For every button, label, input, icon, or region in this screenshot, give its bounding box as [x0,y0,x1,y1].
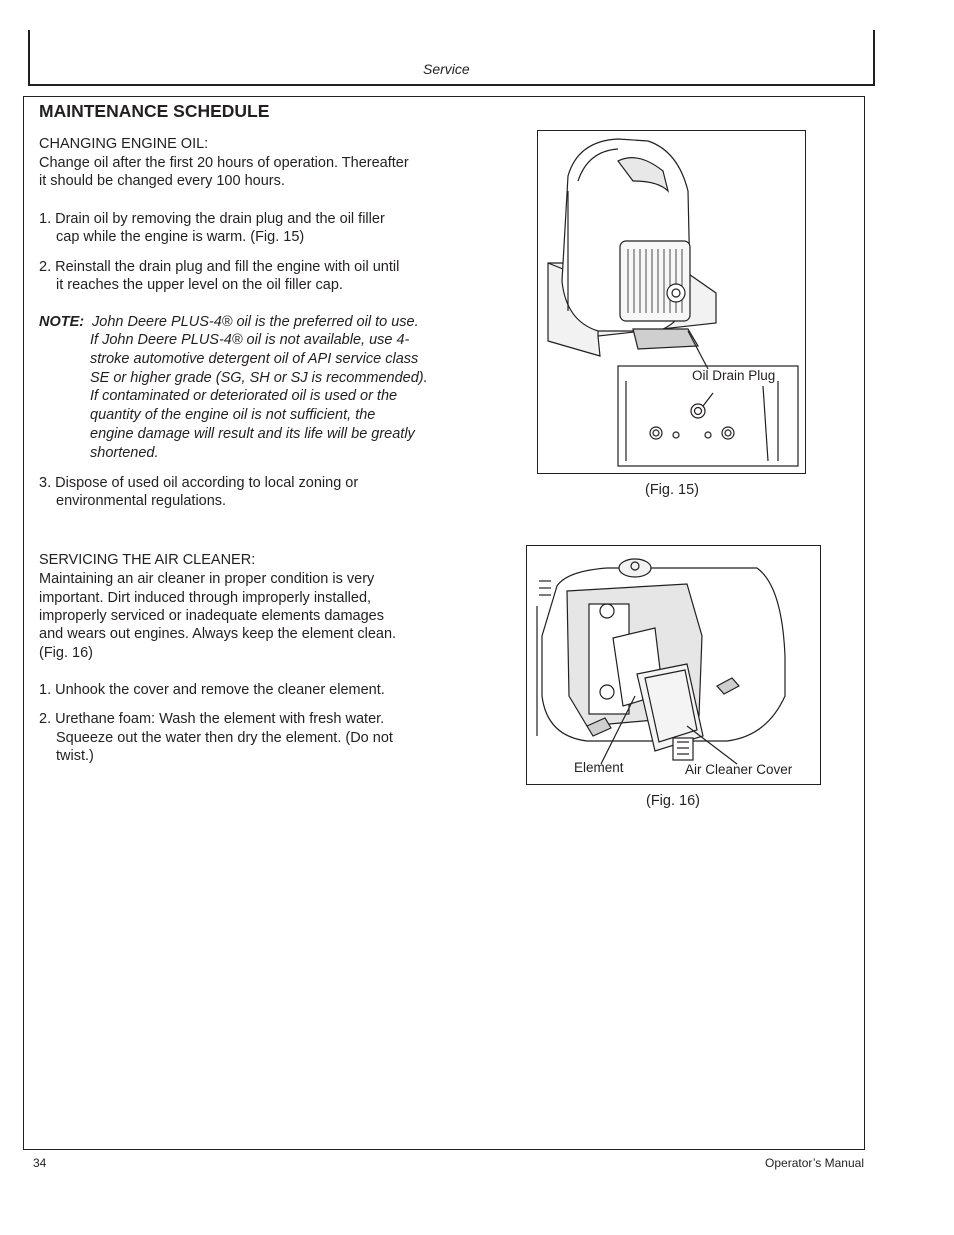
figure-16-caption: (Fig. 16) [646,793,700,809]
oil-intro-line-2: it should be changed every 100 hours. [39,173,285,189]
page-number: 34 [33,1156,47,1170]
oil-step-2-line-1: 2. Reinstall the drain plug and fill the engine with oil until [39,259,400,275]
oil-step-1-line-2: cap while the engine is warm. (Fig. 15) [56,229,305,245]
page-title: MAINTENANCE SCHEDULE [39,101,270,121]
note-line-8: shortened. [90,445,159,461]
air-step-2-line-3: twist.) [56,748,94,764]
oil-step-3-line-2: environmental regulations. [56,493,227,509]
air-step-2-line-2: Squeeze out the water then dry the element. (Do not [56,730,393,746]
air-para-line-2: important. Dirt induced through improperly installed, [39,590,372,606]
element-callout: Element [574,760,624,775]
figure-15-caption: (Fig. 15) [645,482,699,498]
note-line-5: If contaminated or deteriorated oil is used or the [90,388,398,404]
air-para-line-4: and wears out engines. Always keep the element clean. [39,626,397,642]
note-line-7: engine damage will result and its life will be greatly [90,426,415,442]
generator-oil-drain-illustration [538,131,805,473]
figure-16-frame [526,545,821,785]
figure-15-frame [537,130,806,474]
air-cleaner-illustration [527,546,820,784]
header-frame [28,30,875,86]
note-line-4: SE or higher grade (SG, SH or SJ is recommended). [90,370,428,386]
air-para-line-5: (Fig. 16) [39,645,93,661]
air-heading: SERVICING THE AIR CLEANER: [39,552,256,568]
air-step-2-line-1: 2. Urethane foam: Wash the element with fresh water. [39,711,385,727]
air-step-1: 1. Unhook the cover and remove the cleaner element. [39,682,385,698]
manual-name: Operator’s Manual [765,1156,864,1170]
air-cleaner-cover-callout: Air Cleaner Cover [685,762,793,777]
note-line-6: quantity of the engine oil is not sufficient, the [90,407,376,423]
air-para-line-1: Maintaining an air cleaner in proper condition is very [39,571,375,587]
oil-drain-plug-callout: Oil Drain Plug [692,368,776,383]
oil-step-2-line-2: it reaches the upper level on the oil filler cap. [56,277,343,293]
air-para-line-3: improperly serviced or inadequate elements damages [39,608,384,624]
oil-heading: CHANGING ENGINE OIL: [39,136,209,152]
oil-intro-line-1: Change oil after the first 20 hours of operation. Thereafter [39,155,409,171]
oil-step-3-line-1: 3. Dispose of used oil according to local zoning or [39,475,359,491]
note-line-3: stroke automotive detergent oil of API service class [90,351,419,367]
note-label: NOTE: [39,314,85,330]
section-label: Service [423,61,470,77]
note-line-1: John Deere PLUS-4® oil is the preferred oil to use. [92,314,419,330]
note-line-2: If John Deere PLUS-4® oil is not available, use 4- [90,332,410,348]
oil-step-1-line-1: 1. Drain oil by removing the drain plug and the oil filler [39,211,385,227]
